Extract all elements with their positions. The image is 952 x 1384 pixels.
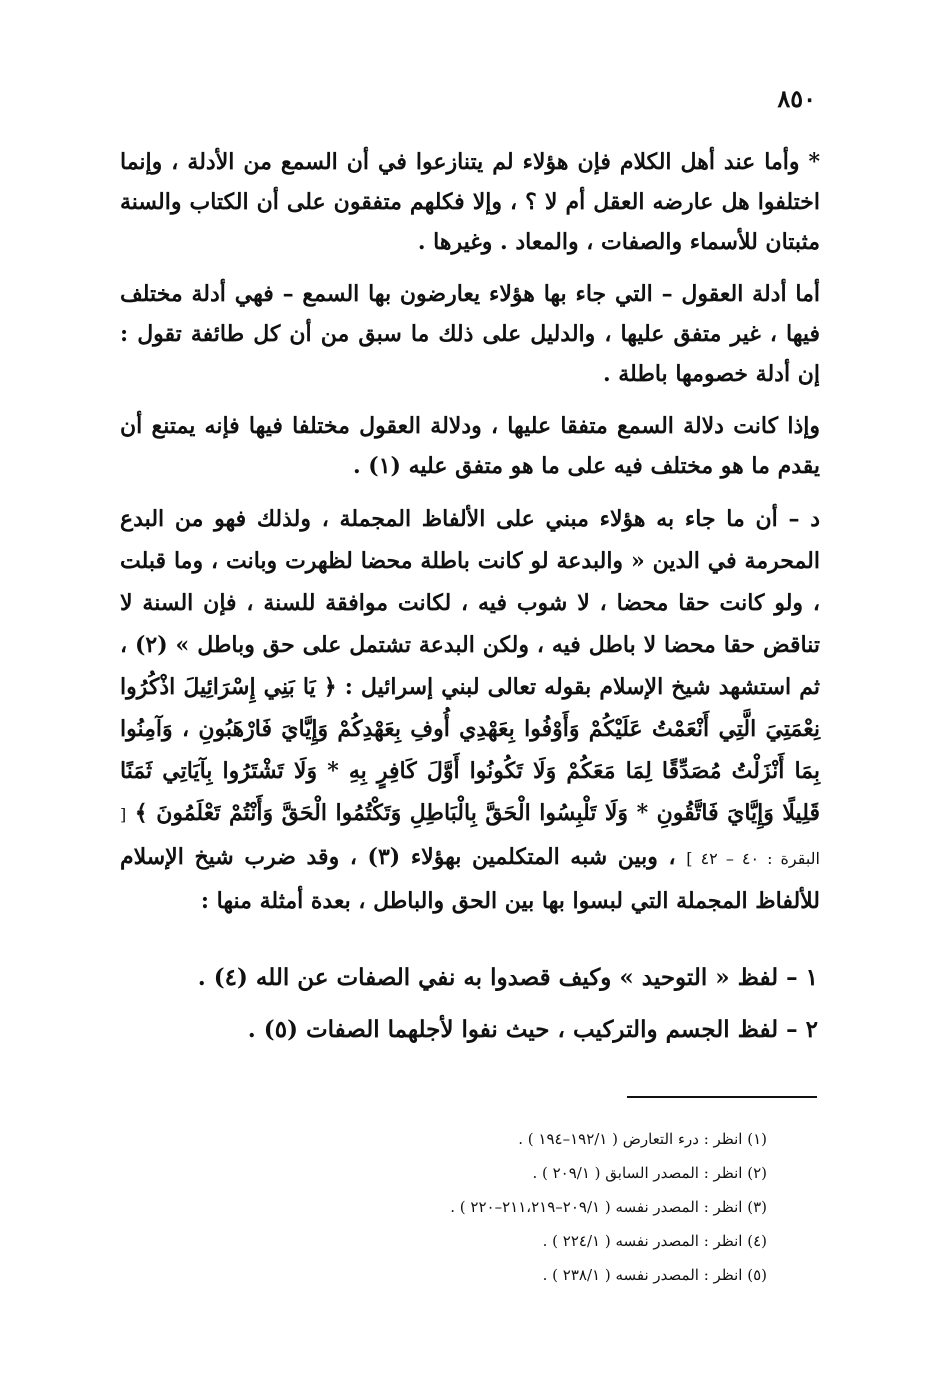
quran-citation: [ البقرة : ٤٠ – ٤٢ ] <box>120 805 821 868</box>
list-item: ١ – لفظ « التوحيد » وكيف قصدوا به نفي الصفات عن الله (٤) . <box>197 964 818 991</box>
paragraph-kalam: * وأما عند أهل الكلام فإن هؤلاء لم يتنازعوا في أن السمع من الأدلة ، وإنما اختلفوا هل عارضه العقل أم لا ؟ ، وإلا فكلهم متفقون على أن الكتاب والسنة مثبتان للأسماء والصفات ، والمعاد . وغيرها . <box>120 149 820 255</box>
quote-text: د – أن ما جاء به هؤلاء مبني على الألفاظ المجملة ، ولذلك فهو من البدع المحرمة في الدين « والبدعة لو كانت باطلة محضا لظهرت وبانت ، وما قبلت ، ولو كانت حقا محضا ، لا شوب فيه ، لكانت موافقة للسنة ، فإن السنة لا تناقض حقا محضا لا باطل فيه ، ولكن البدعة تشتمل على حق وباطل » (٢) ، ثم استشهد شيخ الإسلام بقوله تعالى لبني إسرائيل : ﴿ يَا بَنِي إِسْرَائِيلَ اذْكُرُوا نِعْمَتِيَ الَّتِي أَنْعَمْتُ عَلَيْكُمْ وَأَوْفُوا بِعَهْدِي أُوفِ بِعَهْدِكُمْ وَإِيَّايَ فَارْهَبُونِ ، وَآمِنُوا بِمَا أَنْزَلْتُ مُصَدِّقًا لِمَا مَعَكُمْ وَلَا تَكُونُوا أَوَّلَ كَافِرٍ بِهِ * وَلَا تَشْتَرُوا بِآيَاتِي ثَمَنًا قَلِيلًا وَإِيَّايَ فَاتَّقُونِ * وَلَا تَلْبِسُوا الْحَقَّ بِالْبَاطِلِ وَتَكْتُمُوا الْحَقَّ وَأَنْتُمْ تَعْلَمُونَ ﴾ <box>120 506 820 826</box>
footnote-5: (٥) انظر : المصدر نفسه ( ٢٣٨/١ ) . <box>542 1266 767 1284</box>
paragraph-sam-evidence: وإذا كانت دلالة السمع متفقا عليها ، ودلالة العقول مختلفا فيها فإنه يمتنع أن يقدم ما هو مختلف فيه على ما هو متفق عليه (١) . <box>120 413 820 479</box>
quote-continuation: ، وبين شبه المتكلمين بهؤلاء (٣) ، وقد ضرب شيخ الإسلام للألفاظ المجملة التي لبسوا بها بين الحق والباطل ، بعدة أمثلة منها : <box>120 844 820 914</box>
footnote-divider <box>627 1096 817 1098</box>
paragraph-quran-quote <box>120 498 820 922</box>
paragraph-aql-evidence: أما أدلة العقول – التي جاء بها هؤلاء يعارضون بها السمع – فهي أدلة مختلف فيها ، غير متفق عليها ، والدليل على ذلك ما سبق من أن كل طائفة تقول : إن أدلة خصومها باطلة . <box>120 281 820 387</box>
footnote-1: (١) انظر : درء التعارض ( ١٩٢/١–١٩٤ ) . <box>518 1130 767 1148</box>
main-text <box>120 142 820 934</box>
page-number: ٨٥٠ <box>777 84 816 113</box>
footnote-4: (٤) انظر : المصدر نفسه ( ٢٢٤/١ ) . <box>542 1232 767 1250</box>
footnote-2: (٢) انظر : المصدر السابق ( ٢٠٩/١ ) . <box>532 1164 767 1182</box>
examples-list <box>128 952 818 1056</box>
footnotes <box>267 1122 767 1292</box>
footnote-3: (٣) انظر : المصدر نفسه ( ٢٠٩/١–٢١١،٢١٩–٢٢٠ ) . <box>450 1198 767 1216</box>
list-item: ٢ – لفظ الجسم والتركيب ، حيث نفوا لأجلهما الصفات (٥) . <box>247 1016 818 1043</box>
